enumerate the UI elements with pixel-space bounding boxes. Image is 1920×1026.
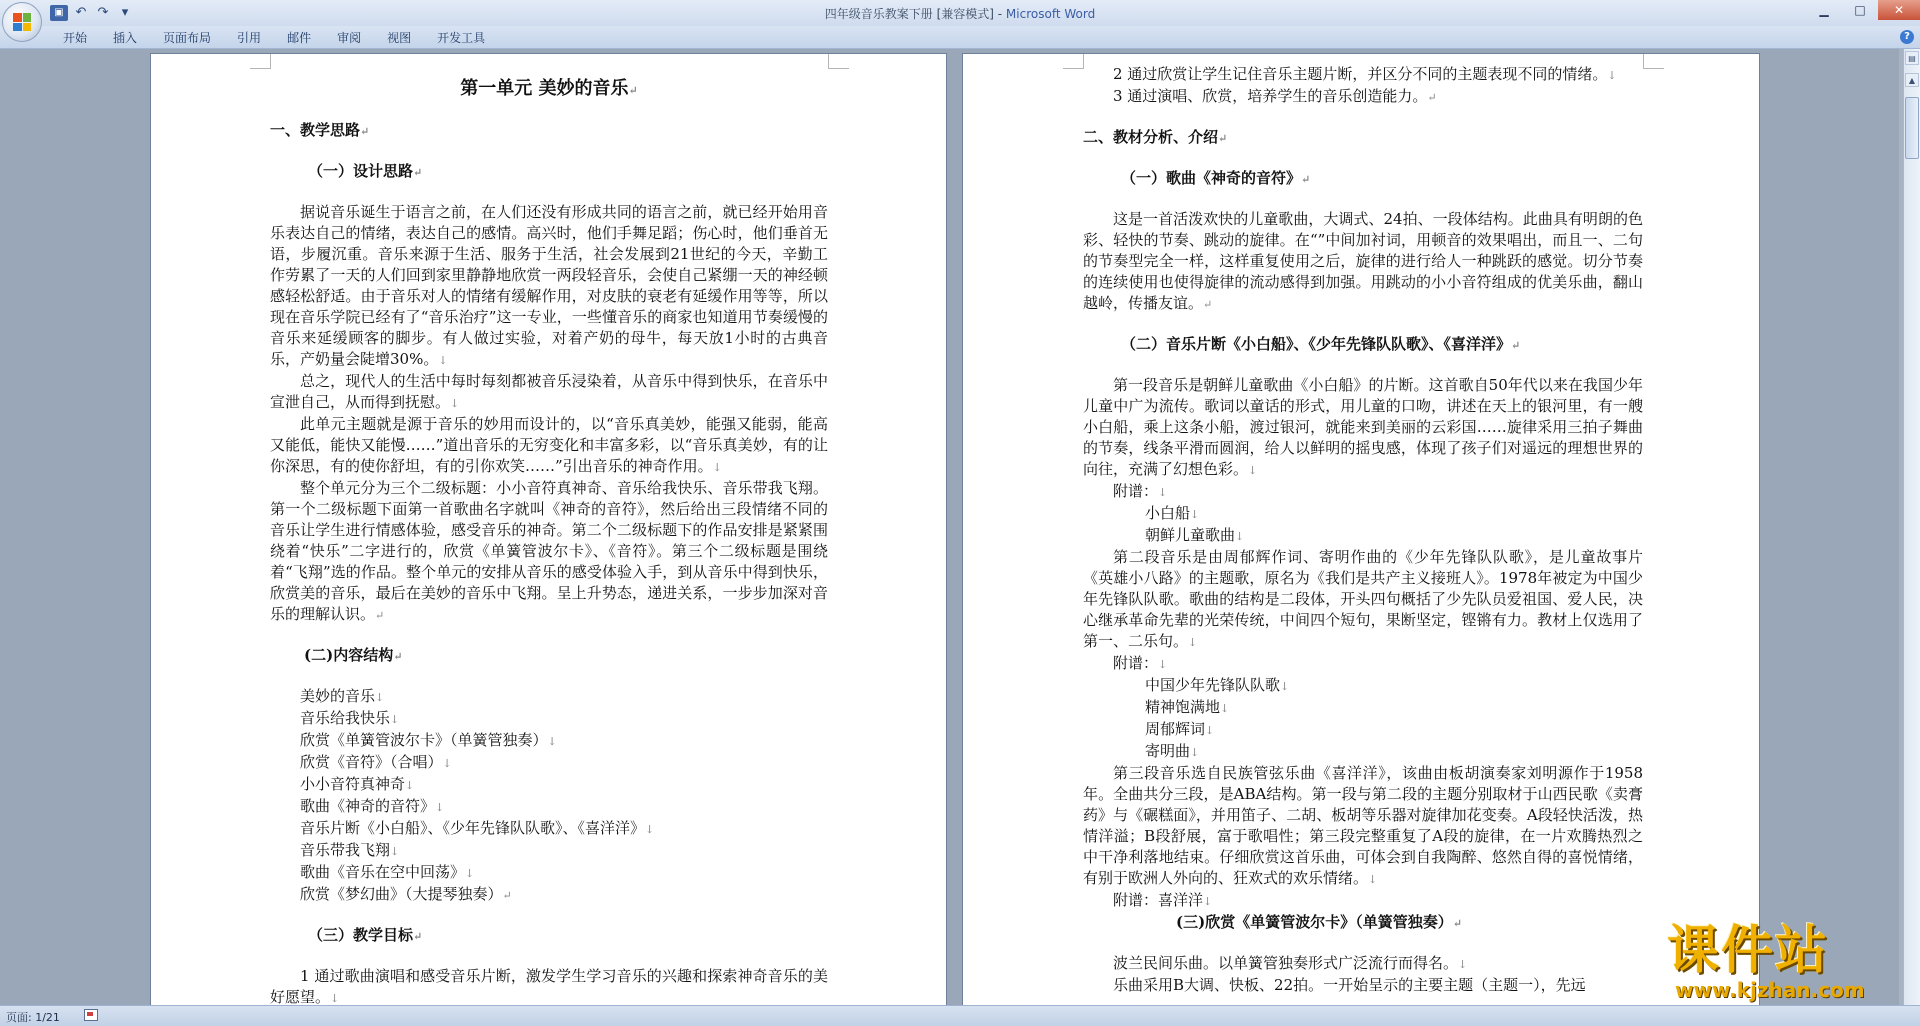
crop-mark [250, 54, 271, 69]
ribbon-tabs [0, 26, 1920, 49]
paragraph: 据说音乐诞生于语言之前，在人们还没有形成共同的语言之前，就已经开始用音乐表达自己的情绪，表达自己的感情。高兴时，他们手舞足蹈；伤心时，他们垂首无语，步履沉重。音乐来源于生活、服务于生活，社会发展到21世纪的今天，辛勤工作劳累了一天的人们回到家里静静地欣赏一两段轻音乐，会使自己紧绷一天的神经顿感轻松舒适。由于音乐对人的情绪有缓解作用，对皮肤的衰老有延缓作用等等，所以现在音乐学院已经有了“音乐治疗”这一专业，一些懂音乐的商家也知道用节奏缓慢的音乐来延缓顾客的脚步。有人做过实验，对着产奶的母牛，每天放1小时的古典音乐，产奶量会陡增30%。↓ [270, 203, 828, 368]
attachment-item: 周郁辉词↓ [1145, 720, 1215, 738]
list-item: 歌曲《音乐在空中回荡》↓ [300, 863, 475, 881]
tab-developer[interactable]: 开发工具 [437, 31, 486, 45]
section-heading: 一、教学思路↵ [270, 121, 370, 139]
watermark-url: www.kjzhan.com [1675, 978, 1865, 1002]
close-button[interactable]: ✕ [1878, 0, 1920, 20]
list-item: 欣赏《单簧管波尔卡》（单簧管独奏）↓ [300, 731, 557, 749]
status-bar [0, 1005, 1920, 1026]
list-item: 小小音符真神奇↓ [300, 775, 415, 793]
subsection-heading: （一）设计思路↵ [308, 162, 423, 180]
redo-icon[interactable]: ↷ [97, 5, 109, 20]
list-item: 欣赏《音符》（合唱）↓ [300, 753, 452, 771]
save-icon[interactable]: ▣ [50, 5, 68, 21]
paragraph: 总之，现代人的生活中每时每刻都被音乐浸染着，从音乐中得到快乐，在音乐中宣泄自己，从而得到抚慰。↓ [270, 372, 828, 411]
tab-insert[interactable]: 插入 [113, 31, 138, 45]
minimize-button[interactable]: ▁ [1819, 3, 1829, 17]
crop-mark [828, 54, 849, 69]
page-count[interactable]: 页面: 1/21 [6, 1011, 60, 1024]
document-workspace[interactable] [0, 49, 1899, 1005]
ruler-toggle-icon[interactable]: ▤ [1905, 51, 1919, 65]
attachment-item: 中国少年先锋队队歌↓ [1145, 676, 1290, 694]
vertical-scrollbar[interactable] [1903, 49, 1920, 1005]
list-item: 欣赏《梦幻曲》（大提琴独奏）↵ [300, 885, 512, 903]
list-item: 音乐给我快乐↓ [300, 709, 400, 727]
paragraph: 第三段音乐选自民族管弦乐曲《喜洋洋》，该曲由板胡演奏家刘明源作于1958年。全曲共分三段，是ABA结构。第一段与第二段的主题分别取材于山西民歌《卖膏药》与《碾糕面》，并用笛子、二胡、板胡等乐器对旋律加花变奏。A段轻快活泼，热情洋溢；B段舒展，富于歌唱性；第三段完整重复了A段的旋律，在一片欢腾热烈之中干净利落地结束。仔细欣赏这首乐曲，可体会到自我陶醉、悠然自得的喜悦情绪，有别于欧洲人外向的、狂欢式的欢乐情绪。↓ [1083, 764, 1643, 887]
attachment-label: 附谱：喜洋洋↓ [1113, 891, 1213, 909]
subsection-heading: (三)欣赏《单簧管波尔卡》（单簧管独奏）↵ [1176, 913, 1462, 931]
section-heading: 二、教材分析、介绍↵ [1083, 128, 1228, 146]
proofing-icon[interactable] [84, 1009, 98, 1021]
list-item: 美妙的音乐↓ [300, 687, 385, 705]
maximize-button[interactable]: □ [1854, 3, 1866, 17]
subsection-heading: （二）音乐片断《小白船》、《少年先锋队队歌》、《喜洋洋》↵ [1121, 335, 1521, 353]
tab-page-layout[interactable]: 页面布局 [163, 31, 212, 45]
watermark-brand: 课件站 [1667, 921, 1830, 981]
list-item: 音乐带我飞翔↓ [300, 841, 400, 859]
scroll-thumb[interactable] [1905, 97, 1919, 159]
app-name: Microsoft Word [1005, 7, 1096, 21]
paragraph: 3 通过演唱、欣赏，培养学生的音乐创造能力。↵ [1113, 87, 1437, 105]
paragraph: 第二段音乐是由周郁辉作词、寄明作曲的《少年先锋队队歌》，是儿童故事片《英雄小八路》的主题歌，原名为《我们是共产主义接班人》。1978年被定为中国少年先锋队队歌。歌曲的结构是二段体，开头四句概括了少先队员爱祖国、爱人民，决心继承革命先辈的光荣传统，中间四个短句，果断坚定，铿锵有力。教材上仅选用了第一、二乐句。↓ [1083, 548, 1643, 650]
paragraph: 1 通过歌曲演唱和感受音乐片断，激发学生学习音乐的兴趣和探索神奇音乐的美好愿望。↓ [270, 967, 828, 1005]
paragraph: 整个单元分为三个二级标题：小小音符真神奇、音乐给我快乐、音乐带我飞翔。第一个二级标题下面第一首歌曲名字就叫《神奇的音符》，然后给出三段情绪不同的音乐让学生进行情感体验，感受音乐的神奇。第二个二级标题下的作品安排是紧紧围绕着“快乐”二字进行的，欣赏《单簧管波尔卡》、《音符》。第三个二级标题是围绕着“飞翔”选的作品。整个单元的安排从音乐的感受体验入手，到从音乐中得到快乐，欣赏美的音乐，最后在美妙的音乐中飞翔。呈上升势态，递进关系，一步步加深对音乐的理解认识。↵ [270, 479, 828, 623]
paragraph: 这是一首活泼欢快的儿童歌曲，大调式、24拍、一段体结构。此曲具有明朗的色彩、轻快的节奏、跳动的旋律。在“”中间加衬词，用顿音的效果唱出，而且一、二句的节奏型完全一样，这样重复使用之后，旋律的进行给人一种跳跃的感觉。切分节奏的连续使用也使得旋律的流动感得到加强。用跳动的小小音符组成的优美乐曲，翻山越岭，传播友谊。↵ [1083, 210, 1643, 312]
document-page-2[interactable] [963, 54, 1759, 1005]
tab-home[interactable]: 开始 [63, 31, 88, 45]
office-logo-icon [13, 13, 31, 31]
paragraph: 第一段音乐是朝鲜儿童歌曲《小白船》的片断。这首歌自50年代以来在我国少年儿童中广为流传。歌词以童话的形式，用儿童的口吻，讲述在天上的银河里，有一艘小白船，乘上这条小船，渡过银河，就能来到美丽的云彩国……旋律采用三拍子舞曲的节奏，线条平滑而圆润，给人以鲜明的摇曳感，体现了孩子们对遥远的理想世界的向往，充满了幻想色彩。↓ [1083, 376, 1643, 478]
paragraph: 波兰民间乐曲。以单簧管独奏形式广泛流行而得名。↓ [1113, 954, 1468, 972]
subsection-heading: （一）歌曲《神奇的音符》↵ [1121, 169, 1311, 187]
customize-qat-icon[interactable]: ▾ [121, 5, 129, 20]
page-1-content [270, 76, 828, 1005]
tab-view[interactable]: 视图 [387, 31, 412, 45]
page-2-content [1083, 64, 1643, 996]
office-button[interactable] [2, 2, 42, 42]
undo-icon[interactable]: ↶ [75, 5, 87, 20]
list-item: 歌曲《神奇的音符》↓ [300, 797, 445, 815]
document-title: 四年级音乐教案下册 [兼容模式] - [824, 7, 1006, 21]
crop-mark [1063, 54, 1084, 69]
attachment-item: 朝鲜儿童歌曲↓ [1145, 526, 1245, 544]
subsection-heading: (二)内容结构↵ [304, 646, 403, 664]
document-heading: 第一单元 美妙的音乐↵ [460, 78, 638, 99]
window-title [0, 5, 1920, 22]
tab-references[interactable]: 引用 [237, 31, 262, 45]
tab-review[interactable]: 审阅 [337, 31, 362, 45]
subsection-heading: （三）教学目标↵ [308, 926, 423, 944]
help-icon[interactable]: ? [1900, 30, 1914, 44]
scroll-up-icon[interactable]: ▲ [1905, 73, 1919, 87]
crop-mark [1643, 54, 1664, 69]
paragraph: 2 通过欣赏让学生记住音乐主题片断，并区分不同的主题表现不同的情绪。↓ [1113, 65, 1617, 83]
paragraph: 乐曲采用B大调、快板、22拍。一开始呈示的主要主题（主题一），先远 [1113, 976, 1586, 994]
attachment-label: 附谱：↓ [1113, 654, 1168, 672]
attachment-item: 寄明曲↓ [1145, 742, 1200, 760]
window-controls [1806, 0, 1920, 20]
paragraph: 此单元主题就是源于音乐的妙用而设计的，以“音乐真美妙，能强又能弱，能高又能低，能快又能慢……”道出音乐的无穷变化和丰富多彩，以“音乐真美妙，有的让你深思，有的使你舒坦，有的引你欢笑……”引出音乐的神奇作用。↓ [270, 415, 828, 475]
site-watermark [1667, 923, 1905, 1003]
tab-list [50, 29, 498, 47]
title-bar [0, 0, 1920, 26]
tab-mailings[interactable]: 邮件 [287, 31, 312, 45]
attachment-item: 小白船↓ [1145, 504, 1200, 522]
list-item: 音乐片断《小白船》、《少年先锋队队歌》、《喜洋洋》↓ [300, 819, 655, 837]
attachment-item: 精神饱满地↓ [1145, 698, 1230, 716]
document-page-1[interactable] [151, 54, 946, 1005]
attachment-label: 附谱：↓ [1113, 482, 1168, 500]
